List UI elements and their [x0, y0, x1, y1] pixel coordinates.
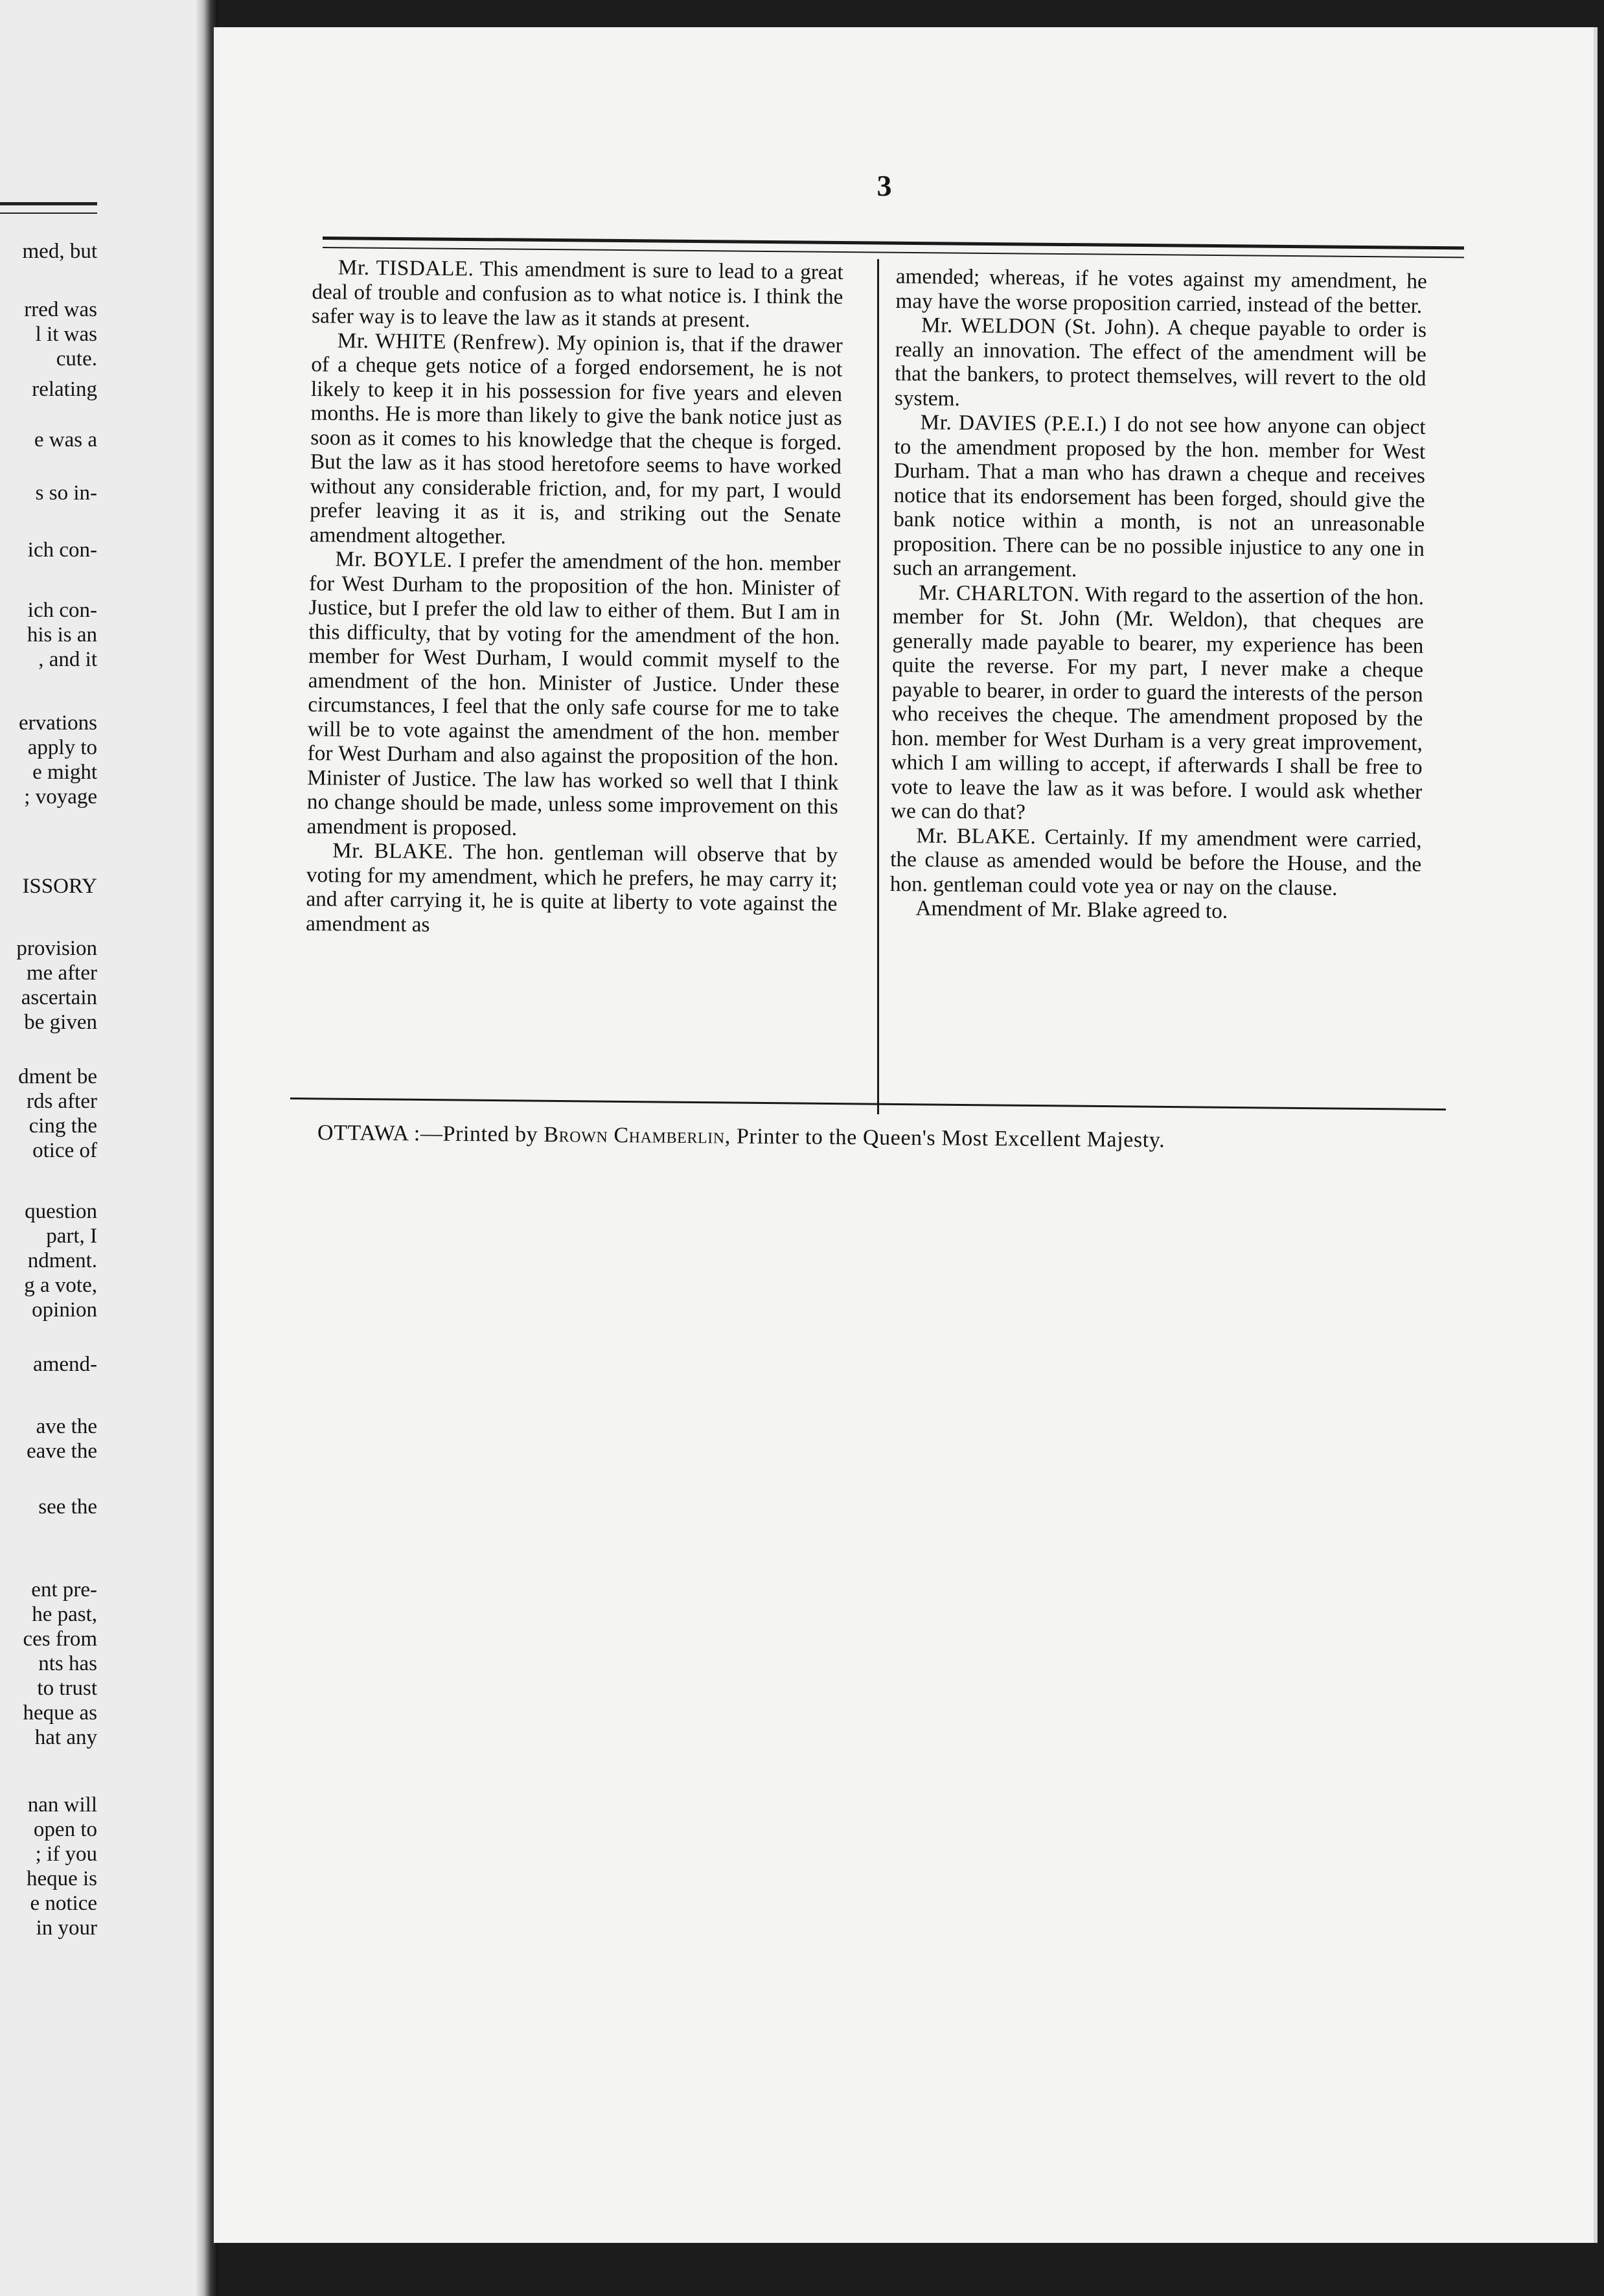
left-page-line: hat any [34, 1726, 97, 1749]
left-page-line: question [25, 1200, 97, 1223]
speech-text: I do not see how anyone can object to the amendment proposed by the hon. member for West Durham. That a man who has drawn a cheque and receives notice that its endorsement has been forged, should give the bank notice within a month, is not an unreasonable proposition. There can be no possible injustice to any one in such an arrangement. [893, 412, 1426, 582]
left-page-line: part, I [46, 1224, 97, 1248]
right-column [889, 264, 1427, 925]
column-divider [877, 259, 879, 1114]
speech-text: This amendment is sure to lead to a great deal of trouble and confusion as to what notice is. I think the safer way is to leave the law as it stands at present. [311, 257, 843, 332]
left-page-line: e might [32, 761, 97, 784]
left-page-line: he past, [32, 1603, 97, 1626]
left-page-line: ISSORY [22, 875, 97, 898]
left-page-line: provision [16, 937, 97, 960]
left-page-line: ave the [36, 1415, 97, 1438]
speaker-name: Mr. TISDALE. [338, 255, 474, 281]
left-page-line: ; voyage [24, 785, 97, 809]
speech-paragraph [310, 328, 843, 551]
speaker-name: Mr. BOYLE. [335, 547, 453, 573]
left-page-line: e was a [34, 428, 97, 452]
imprint-suffix: , Printer to the Queen's Most Excellent Majesty. [724, 1124, 1165, 1153]
footer-rule [290, 1097, 1446, 1110]
speech-text: A cheque payable to order is really an innovation. The effect of the amendment will be that the bankers, to protect themselves, will revert to the old system. [894, 316, 1427, 411]
page [214, 27, 1598, 2243]
left-page-line: amend- [33, 1353, 97, 1376]
speech-paragraph [306, 547, 840, 844]
left-page-line: nan will [27, 1793, 97, 1817]
left-page-line: cing the [29, 1114, 97, 1138]
imprint-prefix: OTTAWA :—Printed by [317, 1121, 544, 1147]
left-page-rule-thick [0, 202, 97, 205]
left-page-line: open to [33, 1818, 97, 1841]
left-page-line: to trust [37, 1677, 97, 1700]
left-page-line: eave the [26, 1440, 97, 1463]
left-page-line: opinion [32, 1298, 97, 1322]
left-page-line: rred was [24, 298, 97, 321]
left-page-line: see the [38, 1495, 97, 1519]
page-number: 3 [876, 169, 892, 202]
speech-paragraph [895, 313, 1426, 415]
left-page-line: apply to [27, 736, 97, 759]
left-page-line: med, but [22, 240, 97, 263]
left-page-line: g a vote, [24, 1274, 97, 1297]
left-column [306, 255, 843, 941]
speech-text: Certainly. If my amendment were carried, the clause as amended would be before the House, and the hon. gentleman could vote yea or nay on the clause. [889, 824, 1422, 901]
left-page-line: his is an [27, 623, 97, 647]
speaker-name: Mr. BLAKE. [332, 838, 454, 864]
left-page-line: heque is [26, 1867, 97, 1890]
speaker-name: Mr. CHARLTON. [918, 580, 1080, 606]
left-page-line: ich con- [27, 538, 97, 562]
left-page-line: ervations [19, 711, 97, 735]
left-page-line: dment be [18, 1065, 97, 1088]
left-page-line: me after [26, 961, 97, 985]
speech-paragraph [891, 580, 1425, 828]
left-page-line: relating [32, 378, 97, 401]
previous-page-strip [0, 0, 194, 2296]
left-page-line: in your [36, 1916, 97, 1940]
left-page-line: e notice [30, 1892, 97, 1915]
speech-text: I prefer the amendment of the hon. member for West Durham to the proposition of the hon. Minister of Justice, but I prefer the old law to either of them. But I am in this difficulty, that by voting for the amendment of the hon. member for West Durham, I would commit myself to the amendment of the hon. Minister of Justice. Under these circumstances, I feel that the only safe course for me to take will be to vote against the amendment of the hon. member for West Durham and also against the proposition of the hon. Minister of Justice. The law has worked so well that I think no change should be made, unless some improvement on this amendment is proposed. [306, 548, 841, 840]
left-page-line: ent pre- [31, 1578, 97, 1601]
left-page-line: s so in- [35, 481, 97, 505]
speech-text: The hon. gentleman will observe that by voting for my amendment, which he prefers, he may carry it; and after carrying it, he is quite at liberty to vote against the amendment as [305, 840, 838, 937]
speech-paragraph [312, 255, 843, 333]
left-page-line: nts has [38, 1652, 97, 1675]
speech-paragraph [306, 838, 838, 941]
left-page-line: cute. [56, 347, 97, 371]
left-page-line: be given [24, 1011, 97, 1034]
speech-paragraph [890, 823, 1422, 901]
left-page-line: ; if you [35, 1843, 97, 1866]
left-page-line: otice of [32, 1139, 97, 1162]
speech-paragraph [893, 410, 1425, 585]
printer-imprint [317, 1121, 1548, 1156]
speech-continuation: amended; whereas, if he votes against my amendment, he may have the worse proposition carried, instead of the better. [895, 264, 1427, 318]
left-page-line: ces from [23, 1627, 97, 1651]
speaker-name: Mr. WELDON (St. John). [921, 313, 1160, 339]
left-page-line: ascertain [21, 986, 97, 1009]
speaker-name: Mr. WHITE (Renfrew). [337, 328, 551, 355]
speaker-name: Mr. BLAKE. [916, 823, 1037, 849]
left-page-line: ndment. [27, 1249, 97, 1272]
motion-result: Amendment of Mr. Blake agreed to. [915, 896, 1228, 923]
left-page-line: l it was [35, 323, 97, 346]
left-page-line: heque as [23, 1701, 97, 1725]
speaker-name: Mr. DAVIES (P.E.I.) [920, 410, 1108, 437]
speech-text: With regard to the assertion of the hon. member for St. John (Mr. Weldon), that cheques are generally made payable to bearer, my experience has been quite the reverse. For my part, I never make a cheque payable to bearer, in order to guard the interests of the person who receives the cheque. The amendment proposed by the hon. member for West Durham is a very great improvement, which I am willing to accept, if afterwards I shall be free to vote to leave the law as it was before. I would ask whether we can do that? [890, 582, 1425, 824]
left-page-rule-thin [0, 212, 97, 214]
left-page-line: rds after [26, 1090, 97, 1113]
imprint-printer: Brown Chamberlin [544, 1123, 725, 1149]
left-page-line: , and it [38, 648, 97, 671]
left-page-line: ich con- [27, 599, 97, 622]
speech-text: My opinion is, that if the drawer of a cheque gets notice of a forged endorsement, he is not likely to keep it in his possession for five years and eleven months. He is more than likely to give the bank notice just as soon as it comes to his knowledge that the cheque is forged. But the law as it has stood heretofore seems to have worked without any considerable friction, and, for my part, I would prefer leaving it as it is, and striking out the Senate amendment altogether. [309, 330, 843, 549]
